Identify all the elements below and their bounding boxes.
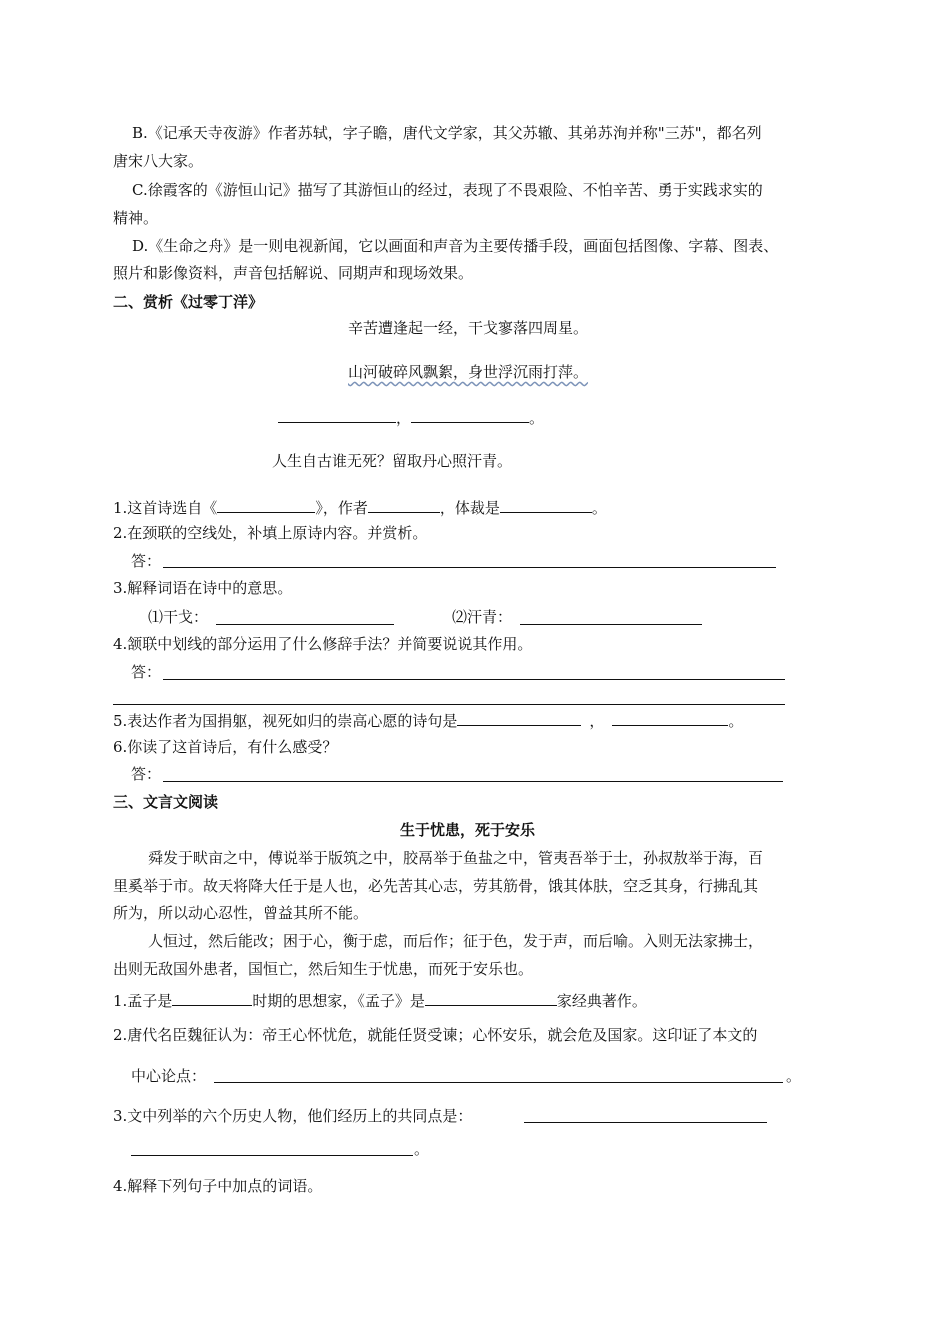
answer-label: 答： — [131, 765, 162, 783]
passage-p2-line2: 出则无敌国外患者，国恒亡，然后知生于忧患，而死于安乐也。 — [113, 960, 534, 978]
q3-ganger: ⑴干戈： — [148, 608, 209, 626]
poem-line-4: 人生自古谁无死？留取丹心照汗青。 — [272, 452, 513, 470]
answer-label: 答： — [131, 663, 162, 681]
question-2-3: 3.解释词语在诗中的意思。 — [113, 579, 293, 597]
passage-p1-line2: 里奚举于市。故天将降大任于是人也，必先苦其心志，劳其筋骨，饿其体肤，空乏其身，行拂乱其 — [113, 877, 759, 895]
hanqing-blank[interactable] — [520, 624, 702, 625]
section-3-heading: 三、文言文阅读 — [113, 793, 219, 811]
q-text: 家经典著作。 — [556, 992, 647, 1010]
question-3-4: 4.解释下列句子中加点的词语。 — [113, 1177, 323, 1195]
poem-line-1: 辛苦遭逢起一经，干戈寥落四周星。 — [348, 319, 589, 337]
question-3-2: 2.唐代名臣魏征认为：帝王心怀忧危，就能任贤受谏；心怀安乐，就会危及国家。这印证了本文的 — [113, 1026, 758, 1044]
q3-hanqing: ⑵汗青： — [452, 608, 513, 626]
option-c-line2: 精神。 — [113, 209, 159, 227]
answer-line[interactable] — [163, 781, 783, 782]
passage-p1-line1: 舜发于畎亩之中，傅说举于版筑之中，胶鬲举于鱼盐之中，管夷吾举于士，孙叔敖举于海，百 — [148, 849, 764, 867]
option-c-line1: C.徐霞客的《游恒山记》描写了其游恒山的经过，表现了不畏艰险、不怕辛苦、勇于实践求实的 — [132, 181, 763, 199]
answer-line[interactable] — [163, 567, 776, 568]
option-d-line1: D.《生命之舟》是一则电视新闻，它以画面和声音为主要传播手段，画面包括图像、字幕、图表、 — [132, 237, 779, 255]
genre-blank[interactable] — [500, 496, 592, 513]
q5-blank-1[interactable] — [457, 709, 581, 726]
central-argument-label: 中心论点： — [131, 1067, 207, 1085]
passage-title: 生于忧患，死于安乐 — [400, 821, 536, 839]
passage-p2-line1: 人恒过，然后能改；困于心，衡于虑，而后作；征于色，发于声，而后喻。入则无法家拂士， — [148, 932, 764, 950]
question-2-1 — [113, 496, 607, 518]
q5-blank-2[interactable] — [612, 709, 728, 726]
section-2-heading: 二、赏析《过零丁洋》 — [113, 293, 264, 311]
answer-line[interactable] — [163, 679, 785, 680]
poem-line-2-underlined: 山河破碎风飘絮，身世浮沉雨打萍。 — [348, 363, 589, 381]
period: 。 — [529, 409, 545, 427]
poem-line-3-blanks — [278, 406, 544, 428]
question-2-5 — [113, 709, 743, 731]
source-blank[interactable] — [217, 496, 315, 513]
question-2-6: 6.你读了这首诗后，有什么感受？ — [113, 738, 338, 756]
school-blank[interactable] — [425, 989, 557, 1006]
question-2-4: 4.颔联中划线的部分运用了什么修辞手法？并简要说说其作用。 — [113, 635, 533, 653]
question-3-3: 3.文中列举的六个历史人物，他们经历上的共同点是： — [113, 1107, 473, 1125]
ganger-blank[interactable] — [216, 624, 394, 625]
q-text: ， — [589, 712, 605, 730]
poem-blank-1[interactable] — [278, 406, 396, 423]
period: 。 — [786, 1067, 802, 1085]
q-text: 》，作者 — [315, 499, 368, 517]
option-b-line1: B.《记承天寺夜游》作者苏轼，字子瞻，唐代文学家，其父苏辙、其弟苏洵并称"三苏"，都名列 — [132, 124, 762, 142]
poem-blank-2[interactable] — [411, 406, 529, 423]
option-b-line2: 唐宋八大家。 — [113, 152, 204, 170]
period: 。 — [414, 1140, 430, 1158]
common-point-blank-2[interactable] — [131, 1155, 413, 1156]
answer-line[interactable] — [113, 704, 785, 705]
q-text: 。 — [728, 712, 744, 730]
q-text: 1.孟子是 — [113, 992, 173, 1010]
comma: ， — [396, 409, 412, 427]
author-blank[interactable] — [368, 496, 440, 513]
answer-label: 答： — [131, 552, 162, 570]
passage-p1-line3: 所为，所以动心忍性，曾益其所不能。 — [113, 904, 369, 922]
option-d-line2: 照片和影像资料，声音包括解说、同期声和现场效果。 — [113, 264, 474, 282]
q-text: 。 — [591, 499, 607, 517]
q-text: 5.表达作者为国捐躯，视死如归的崇高心愿的诗句是 — [113, 712, 458, 730]
q-text: ，体裁是 — [439, 499, 500, 517]
poem-line-2 — [348, 362, 588, 382]
question-3-1 — [113, 989, 647, 1011]
question-2-2: 2.在颈联的空线处，补填上原诗内容。并赏析。 — [113, 524, 428, 542]
q-text: 1.这首诗选自《 — [113, 499, 218, 517]
era-blank[interactable] — [172, 989, 252, 1006]
common-point-blank[interactable] — [524, 1122, 767, 1123]
q-text: 时期的思想家，《孟子》是 — [252, 992, 425, 1010]
central-argument-blank[interactable] — [214, 1082, 783, 1083]
